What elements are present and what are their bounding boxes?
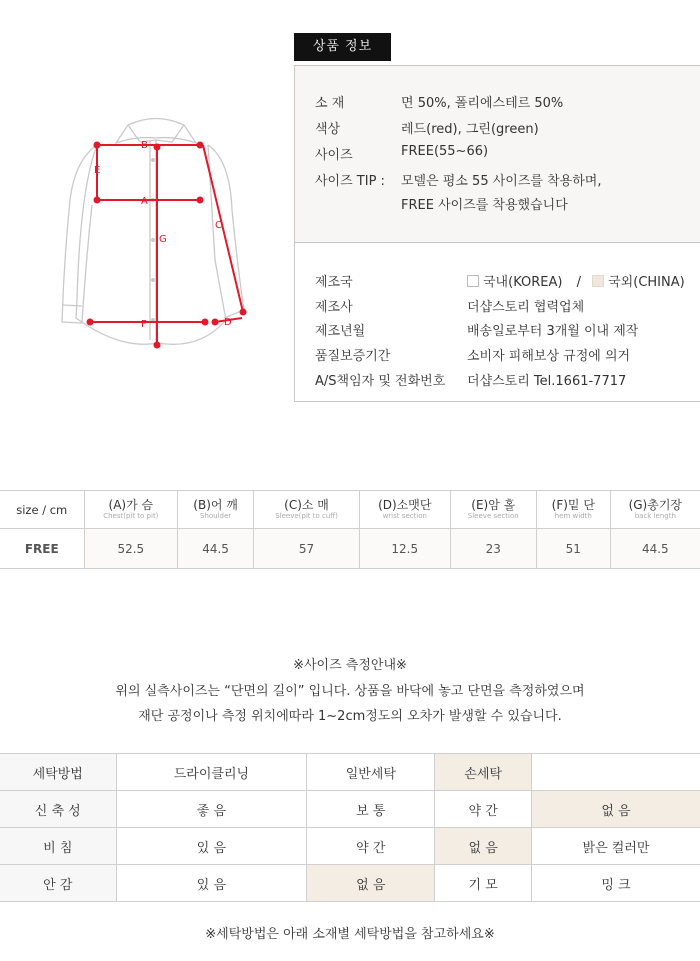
wash-empty (531, 754, 700, 791)
col-armhole: (E)암 홀 Sleeve section (450, 491, 536, 529)
measure-notice-title: ※사이즈 측정안내※ (293, 658, 407, 673)
product-info-box: 소 재 면 50%, 폴리에스테르 50% 색상 레드(red), 그린(green) 사이즈 FREE(55~66) 사이즈 TIP : 모델은 평소 55 사이즈를 착용하며, FREE 사이즈를 착용했습니다 제조국 국내(KOREA) / 국외(CHINA) 제조사 더샵스토리 협력업체 제조년월 배송일로부터 3개월 이내 제작 품질보증기간 소비자 피해보상 규정에 의거 A/S책임자 및 전화번호 더샵스토리 Tel.1661-7717 (294, 65, 700, 402)
value-wrist: 12.5 (360, 529, 451, 569)
value-hem: 51 (536, 529, 610, 569)
value-shoulder: 44.5 (178, 529, 254, 569)
measure-notice-line2: 재단 공정이나 측정 위치에따라 1~2cm정도의 오차가 발생할 수 있습니다. (138, 709, 562, 724)
sheer-none: 없 음 (435, 828, 532, 865)
label-f: F (141, 319, 147, 330)
stretch-normal: 보 통 (307, 791, 435, 828)
label-e: E (94, 165, 101, 176)
sheer-yes: 있 음 (116, 828, 307, 865)
stretch-label: 신 축 성 (0, 791, 116, 828)
size-table (0, 490, 700, 569)
label-d: D (224, 317, 232, 328)
domestic-checkbox[interactable] (467, 275, 479, 287)
table-row (0, 865, 700, 902)
size-corner: size / cm (0, 491, 84, 529)
domestic-label: 국내(KOREA) (483, 275, 563, 290)
wash-dry-cleaning: 드라이클리닝 (116, 754, 307, 791)
foreign-checkbox[interactable] (592, 275, 604, 287)
sheer-slight: 약 간 (307, 828, 435, 865)
table-row (0, 828, 700, 865)
foreign-label: 국외(CHINA) (608, 275, 685, 290)
product-spec-area: 소 재 면 50%, 폴리에스테르 50% 색상 레드(red), 그린(green) 사이즈 FREE(55~66) 사이즈 TIP : 모델은 평소 55 사이즈를 착용하며, FREE 사이즈를 착용했습니다 (295, 66, 700, 242)
wash-hand: 손세탁 (435, 754, 532, 791)
stretch-good: 좋 음 (116, 791, 307, 828)
size-row-label: FREE (0, 529, 84, 569)
shirt-buttons (151, 158, 155, 322)
origin-separator: / (576, 275, 581, 290)
sheer-label: 비 침 (0, 828, 116, 865)
size-table-header (0, 491, 700, 529)
shirt-measurement-diagram (40, 100, 260, 360)
stretch-none: 없 음 (531, 791, 700, 828)
wash-method-label: 세탁방법 (0, 754, 116, 791)
label-c: C (215, 220, 222, 231)
table-row (0, 529, 700, 569)
wash-normal: 일반세탁 (307, 754, 435, 791)
col-chest: (A)가 슴 Chest(pit to pit) (84, 491, 178, 529)
value-chest: 52.5 (84, 529, 178, 569)
measure-lines (90, 145, 243, 345)
sheer-light-only: 밝은 컬러만 (531, 828, 700, 865)
measure-points (87, 142, 247, 349)
info-divider (295, 242, 700, 243)
product-info-tag: 상품 정보 (294, 33, 391, 61)
col-shoulder: (B)어 깨 Shoulder (178, 491, 254, 529)
lining-label: 안 감 (0, 865, 116, 902)
lining-brushed: 기 모 (435, 865, 532, 902)
table-row (0, 754, 700, 791)
measure-notice-line1: 위의 실측사이즈는 “단면의 길이” 입니다. 상품을 바닥에 놓고 단면을 측정하였으며 (115, 684, 585, 699)
label-a: A (141, 196, 148, 207)
lining-none: 없 음 (307, 865, 435, 902)
wash-notice: ※세탁방법은 아래 소재별 세탁방법을 참고하세요※ (205, 927, 495, 942)
shirt-outline (62, 119, 244, 345)
value-length: 44.5 (610, 529, 700, 569)
col-sleeve: (C)소 매 Sleeve(pit to cuff) (254, 491, 360, 529)
label-g: G (159, 234, 167, 245)
value-sleeve: 57 (254, 529, 360, 569)
stretch-slight: 약 간 (435, 791, 532, 828)
col-hem: (F)밑 단 hem width (536, 491, 610, 529)
label-b: B (141, 140, 148, 151)
fabric-care-table (0, 753, 700, 902)
table-row (0, 791, 700, 828)
value-armhole: 23 (450, 529, 536, 569)
measure-labels (94, 140, 232, 330)
col-length: (G)총기장 back length (610, 491, 700, 529)
lining-yes: 있 음 (116, 865, 307, 902)
col-wrist: (D)소맷단 wrist section (360, 491, 451, 529)
lining-mink: 밍 크 (531, 865, 700, 902)
